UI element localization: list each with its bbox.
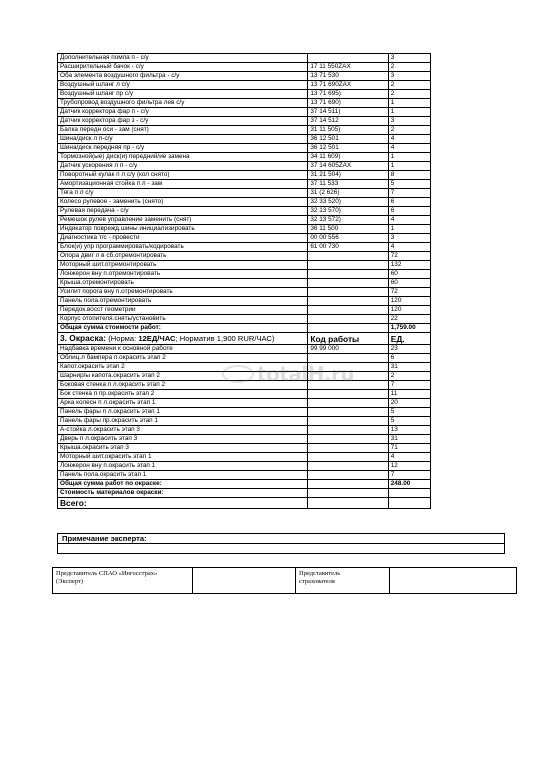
total-work-value: 1,759.00 [388, 324, 430, 333]
total-work-row [58, 324, 431, 333]
item-code [308, 297, 388, 306]
item-qty: 7 [388, 189, 430, 198]
item-qty: 4 [388, 216, 430, 225]
item-name: А-стойка л.окрасить этап 3 [58, 426, 308, 435]
item-name: Опора двиг л в сб.отремонтировать [58, 252, 308, 261]
item-qty: 6 [388, 354, 430, 363]
table-row [58, 63, 431, 72]
item-name: Воздушный шланг л с/у [58, 81, 308, 90]
table-row [58, 54, 431, 63]
item-name: Оба элемента воздушного фильтра - с/у [58, 72, 308, 81]
policyholder-label-line1: Представитель [299, 570, 341, 577]
item-qty: 60 [388, 279, 430, 288]
item-name: Индикатор поврежд.шины инициализировать [58, 225, 308, 234]
item-qty: 4 [388, 144, 430, 153]
item-name: Панель пола.окрасить этап 1 [58, 471, 308, 480]
total-paint-value: 248.00 [388, 480, 430, 489]
item-name: Арка колесн п л.окрасить этап 1 [58, 399, 308, 408]
item-code: 31 21 504) [308, 171, 388, 180]
item-name: Боковая стенка п л.окрасить этап 2 [58, 381, 308, 390]
item-name: Бок стенка п пр.окрасить этап 2 [58, 390, 308, 399]
insurer-representative-cell [53, 568, 193, 594]
item-name: Моторный шит.окрасить этап 1 [58, 453, 308, 462]
item-code: 13 71 690ZAX [308, 81, 388, 90]
item-qty: 120 [388, 306, 430, 315]
code-header: Код работы [308, 333, 388, 345]
item-name: Ремешок рулев управление заменить (снят) [58, 216, 308, 225]
table-row [58, 279, 431, 288]
section3-title: 3. Окраска: [60, 333, 107, 343]
item-name: Датчик ускорения л п - с/у [58, 162, 308, 171]
item-code [308, 390, 388, 399]
table-row [58, 252, 431, 261]
item-qty: 132 [388, 261, 430, 270]
item-name: Панель пола.отремонтировать [58, 297, 308, 306]
item-name: Трубопровод воздушного фильтра лев с/у [58, 99, 308, 108]
item-name: Шина/диск л п-с/у [58, 135, 308, 144]
item-qty: 4 [388, 243, 430, 252]
item-name: Шина/диск передняя пр - с/у [58, 144, 308, 153]
item-code: 13 71 695) [308, 90, 388, 99]
item-name: Датчик корректора фар п - с/у [58, 108, 308, 117]
item-code [308, 315, 388, 324]
item-qty: 22 [388, 315, 430, 324]
item-qty: 1 [388, 162, 430, 171]
paint-row [58, 453, 431, 462]
table-row [58, 81, 431, 90]
item-code: 61 00 730 [308, 243, 388, 252]
item-code: 32 13 572) [308, 216, 388, 225]
paint-row [58, 408, 431, 417]
item-code: 99 99 000 [308, 345, 388, 354]
item-name: Корпус отопителя.снять/установить [58, 315, 308, 324]
item-qty: 2 [388, 126, 430, 135]
item-code: 36 12 501 [308, 144, 388, 153]
expert-note-box [57, 533, 505, 554]
item-qty: 8 [388, 171, 430, 180]
item-name: Облиц.л бампера п.окрасить этап 2 [58, 354, 308, 363]
rate-value: 1,900 RUR/ЧАС [216, 334, 272, 343]
item-code: 37 14 605ZAX [308, 162, 388, 171]
watermark [222, 362, 354, 386]
item-name: Амортизационная стойка п л - зам [58, 180, 308, 189]
table-row [58, 198, 431, 207]
table-row [58, 135, 431, 144]
grand-total-row [58, 498, 431, 509]
table-row [58, 144, 431, 153]
item-code [308, 288, 388, 297]
unit-header: ЕД. [388, 333, 430, 345]
item-code [308, 444, 388, 453]
table-row [58, 189, 431, 198]
item-code: 31 (2 626) [308, 189, 388, 198]
item-code [308, 408, 388, 417]
table-row [58, 216, 431, 225]
item-name: Тяга п л с/у [58, 189, 308, 198]
item-code [308, 462, 388, 471]
item-qty: 120 [388, 297, 430, 306]
table-row [58, 306, 431, 315]
table-row [58, 117, 431, 126]
item-code [308, 426, 388, 435]
total-paint-label: Общая сумма работ по окраске: [58, 480, 308, 489]
item-code [308, 435, 388, 444]
item-name: Лонжерон вну п.окрасить этап 1 [58, 462, 308, 471]
paint-row [58, 444, 431, 453]
section3-title-cell: 3. Окраска: (Норма: 12ЕД/ЧАС; Норматив 1,900 RUR/ЧАС) [58, 333, 308, 345]
grand-total-label: Всего: [58, 498, 308, 509]
insurer-representative-label: Представитель СПАО «Ингосстрах» [56, 570, 158, 577]
watermark-logo-icon [222, 365, 254, 383]
item-qty: 5 [388, 180, 430, 189]
table-row [58, 162, 431, 171]
table-row [58, 207, 431, 216]
item-name: Датчик корректора фар з - с/у [58, 117, 308, 126]
item-name: Колесо рулевое - заменить (снято) [58, 198, 308, 207]
table-row [58, 90, 431, 99]
item-qty: 6 [388, 207, 430, 216]
table-row [58, 180, 431, 189]
item-qty: 31 [388, 435, 430, 444]
item-code: 13 71 530 [308, 72, 388, 81]
total-work-label: Общая сумма стоимости работ: [58, 324, 308, 333]
item-code [308, 261, 388, 270]
item-name: Расширительный бачок - с/у [58, 63, 308, 72]
table-row [58, 261, 431, 270]
item-name: Лонжерон вну п.отремонтировать [58, 270, 308, 279]
table-row [58, 297, 431, 306]
item-name: Крыша.окрасить этап 3 [58, 444, 308, 453]
table-row [58, 99, 431, 108]
paint-row [58, 471, 431, 480]
item-code: 34 11 609) [308, 153, 388, 162]
item-qty: 7 [388, 381, 430, 390]
item-qty: 3 [388, 117, 430, 126]
item-qty: 1 [388, 225, 430, 234]
item-qty: 20 [388, 399, 430, 408]
item-code: 31 11 505) [308, 126, 388, 135]
table-row [58, 270, 431, 279]
item-qty: 11 [388, 390, 430, 399]
item-name: Балка передн оси - зам (снят) [58, 126, 308, 135]
item-qty: 3 [388, 234, 430, 243]
paint-row [58, 417, 431, 426]
item-code [308, 306, 388, 315]
signature-block [52, 567, 517, 594]
item-code [308, 54, 388, 63]
item-qty: 2 [388, 372, 430, 381]
table-row [58, 126, 431, 135]
item-code [308, 279, 388, 288]
item-code: 13 71 690) [308, 99, 388, 108]
table-row [58, 171, 431, 180]
item-qty: 1 [388, 99, 430, 108]
item-qty: 7 [388, 471, 430, 480]
item-name: Диагностика т/с - провести [58, 234, 308, 243]
item-code [308, 453, 388, 462]
item-qty: 1 [388, 153, 430, 162]
item-qty: 71 [388, 444, 430, 453]
watermark-text: totalH.ru [257, 362, 355, 386]
policyholder-label-line2: страхователя [299, 578, 335, 585]
item-qty: 23 [388, 345, 430, 354]
item-qty: 3 [388, 54, 430, 63]
expert-label: (Эксперт) [56, 578, 83, 585]
item-code: 37 14 511) [308, 108, 388, 117]
section3-header-row [58, 333, 431, 345]
item-qty: 60 [388, 270, 430, 279]
item-qty: 72 [388, 252, 430, 261]
item-qty: 12 [388, 462, 430, 471]
item-name: Блок(и) упр программировать/кодировать [58, 243, 308, 252]
item-code: 36 11 500 [308, 225, 388, 234]
item-name: Моторный шит.отремонтировать [58, 261, 308, 270]
item-code: 32 33 520) [308, 198, 388, 207]
item-name: Панель фары пр.окрасить этап 1 [58, 417, 308, 426]
table-row [58, 225, 431, 234]
item-name: Поворотный кулак п л с/у (кол снято) [58, 171, 308, 180]
table-row [58, 315, 431, 324]
item-name: Крыша.отремонтировать [58, 279, 308, 288]
item-code: 37 11 533 [308, 180, 388, 189]
table-row [58, 243, 431, 252]
expert-note-body [58, 544, 505, 554]
item-name: Дополнительная помпа п - с/у [58, 54, 308, 63]
item-name: Дверь п л.окрасить этап 3 [58, 435, 308, 444]
item-qty: 2 [388, 81, 430, 90]
total-paint-row [58, 480, 431, 489]
item-name: Капот.окрасить этап 2 [58, 363, 308, 372]
item-qty: 5 [388, 408, 430, 417]
item-code: 17 11 550ZAX [308, 63, 388, 72]
table-row [58, 234, 431, 243]
item-code [308, 270, 388, 279]
table-row [58, 72, 431, 81]
item-code [308, 417, 388, 426]
materials-label: Стоимость материалов окраски: [58, 489, 308, 498]
work-rows [58, 54, 431, 324]
item-code: 32 13 570) [308, 207, 388, 216]
paint-row [58, 345, 431, 354]
item-qty: 1 [388, 108, 430, 117]
item-name: Панель фары п л.окрасить этап 1 [58, 408, 308, 417]
item-name: Надбавка времени к основной работе [58, 345, 308, 354]
item-qty: 6 [388, 198, 430, 207]
paint-row [58, 399, 431, 408]
table-row [58, 288, 431, 297]
item-name: Передок.восст геометрии [58, 306, 308, 315]
item-code [308, 252, 388, 261]
policyholder-signature-field [390, 568, 517, 594]
paint-row [58, 390, 431, 399]
item-code [308, 471, 388, 480]
item-name: Шарнир/ы капота.окрасить этап 2 [58, 372, 308, 381]
table-row [58, 153, 431, 162]
insurer-signature-field [193, 568, 296, 594]
item-qty: 4 [388, 135, 430, 144]
item-qty: 72 [388, 288, 430, 297]
item-code: 37 14 512 [308, 117, 388, 126]
item-qty: 3 [388, 72, 430, 81]
grand-total-value [388, 498, 430, 509]
item-qty: 31 [388, 363, 430, 372]
item-name: Усилит порога вну п.отремонтировать [58, 288, 308, 297]
paint-row [58, 435, 431, 444]
item-qty: 2 [388, 63, 430, 72]
paint-row [58, 426, 431, 435]
item-qty: 2 [388, 90, 430, 99]
table-row [58, 108, 431, 117]
item-code: 00 00 556 [308, 234, 388, 243]
item-code [308, 399, 388, 408]
policyholder-representative-cell [296, 568, 390, 594]
item-name: Воздушный шланг пр с/у [58, 90, 308, 99]
materials-value [388, 489, 430, 498]
norm-value: 12ЕД/ЧАС [138, 334, 176, 343]
item-qty: 13 [388, 426, 430, 435]
paint-row [58, 462, 431, 471]
item-qty: 4 [388, 453, 430, 462]
materials-row [58, 489, 431, 498]
item-name: Тормозной(ые) диск(и) передний/ие замена [58, 153, 308, 162]
item-code: 36 12 501 [308, 135, 388, 144]
repair-estimate-table [57, 53, 431, 509]
item-qty: 5 [388, 417, 430, 426]
item-name: Рулевая передача - с/у [58, 207, 308, 216]
expert-note-title: Примечание эксперта: [58, 534, 505, 544]
